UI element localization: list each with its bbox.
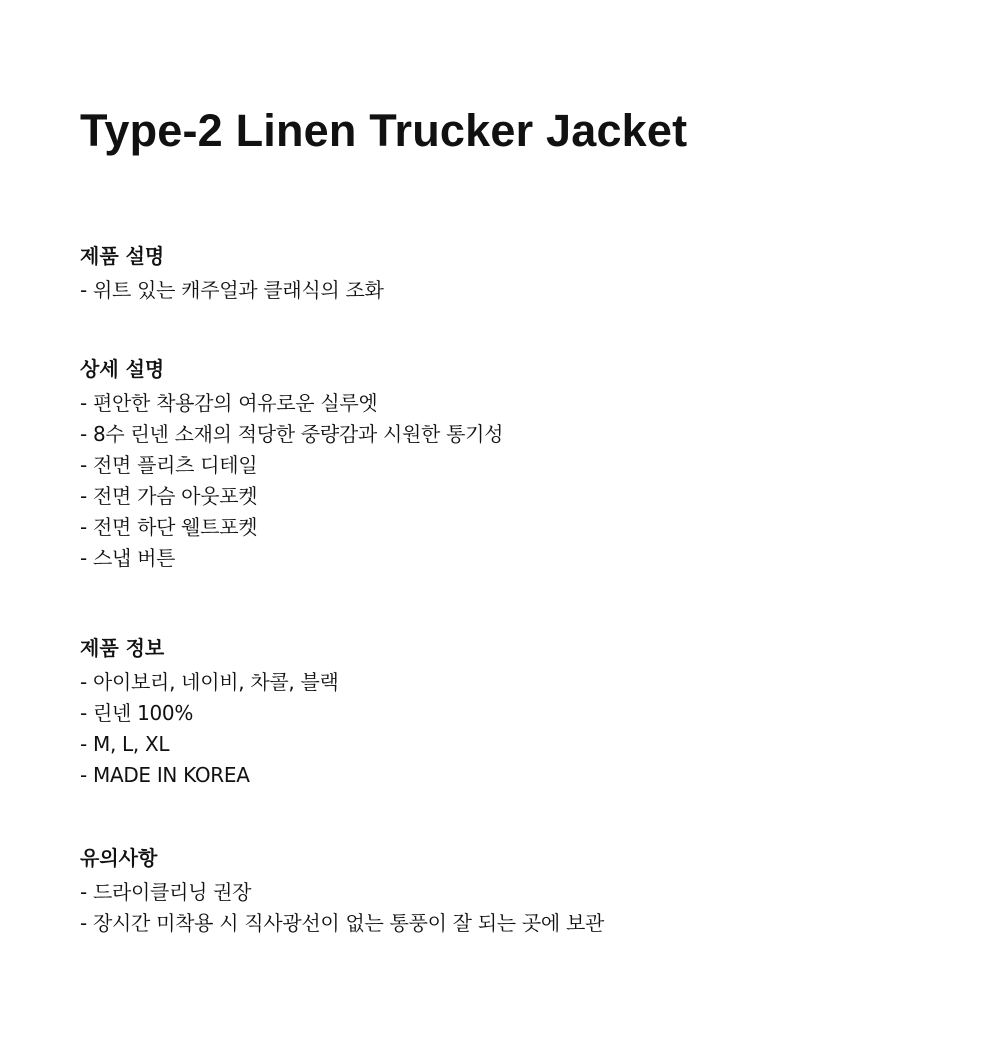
list-item: - 장시간 미착용 시 직사광선이 없는 통풍이 잘 되는 곳에 보관: [80, 908, 604, 939]
list-item: - 린넨 100%: [80, 698, 339, 729]
list-item: - 스냅 버튼: [80, 543, 503, 574]
list-item: - 전면 가슴 아웃포켓: [80, 481, 503, 512]
product-title: Type-2 Linen Trucker Jacket: [80, 105, 688, 156]
section-list: [80, 275, 384, 306]
section-care-notes: [80, 845, 604, 939]
section-heading: 유의사항: [80, 846, 158, 870]
list-item: - 8수 린넨 소재의 적당한 중량감과 시원한 통기성: [80, 419, 503, 450]
section-list: [80, 877, 604, 939]
section-product-description: [80, 243, 384, 306]
list-item: - 드라이클리닝 권장: [80, 877, 604, 908]
list-item: - 아이보리, 네이비, 차콜, 블랙: [80, 667, 339, 698]
section-heading: 상세 설명: [80, 357, 165, 381]
section-list: [80, 388, 503, 574]
list-item: - 전면 플리츠 디테일: [80, 450, 503, 481]
section-product-info: [80, 635, 339, 791]
section-heading: 제품 정보: [80, 636, 165, 660]
list-item: - M, L, XL: [80, 729, 339, 760]
list-item: - 편안한 착용감의 여유로운 실루엣: [80, 388, 503, 419]
list-item: - MADE IN KOREA: [80, 760, 339, 791]
section-list: [80, 667, 339, 791]
section-heading: 제품 설명: [80, 244, 165, 268]
section-detail-description: [80, 356, 503, 574]
list-item: - 위트 있는 캐주얼과 클래식의 조화: [80, 275, 384, 306]
list-item: - 전면 하단 웰트포켓: [80, 512, 503, 543]
